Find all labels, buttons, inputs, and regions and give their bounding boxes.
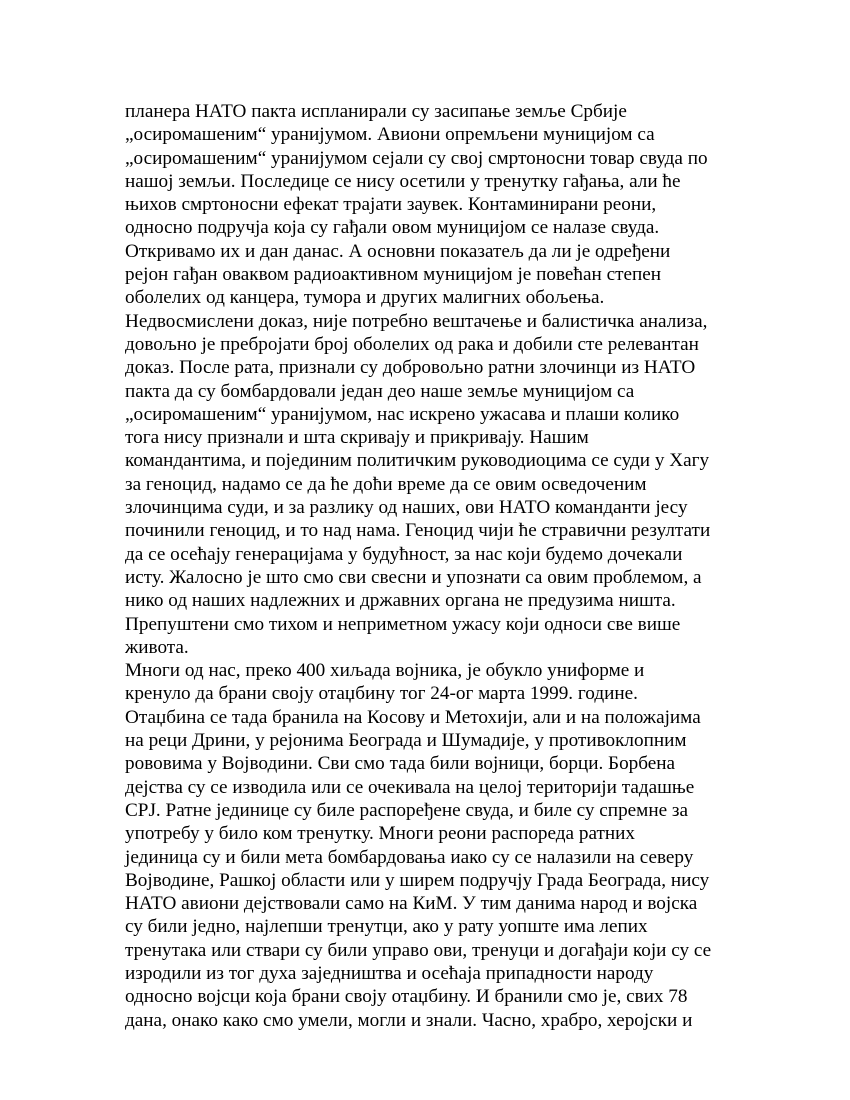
text-line: „осиромашеним“ уранијумом сејали су свој смртоносни товар свуда по xyxy=(125,147,708,169)
text-line: односно подручја која су гађали овом муницијом се налазе свуда. xyxy=(125,217,660,239)
text-line: Отаџбина се тада бранила на Косову и Метохији, али и на положајима xyxy=(125,706,701,728)
text-line: тога нису признали и шта скривају и прикривају. Нашим xyxy=(125,427,589,449)
text-line: Откривамо их и дан данас. А основни показатељ да ли је одређени xyxy=(125,240,671,262)
text-line: да се осећају генерацијама у будућност, за нас који будемо дочекали xyxy=(125,543,683,565)
text-line: Многи од нас, преко 400 хиљада војника, је обукло униформе и xyxy=(125,660,645,682)
text-line: „осиромашеним“ уранијумом, нас искрено ужасава и плаши колико xyxy=(125,403,680,425)
text-line: рејон гађан оваквом радиоактивном муницијом је повећан степен xyxy=(125,264,662,286)
text-line: командантима, и појединим политичким руководиоцима се суди у Хагу xyxy=(125,450,710,472)
text-line: „осиромашеним“ уранијумом. Авиони опремљени муницијом са xyxy=(125,124,655,146)
body-text xyxy=(125,100,745,1032)
text-line: јединица су и били мета бомбардовања иако су се налазили на северу xyxy=(125,846,694,868)
text-line: НАТО авиони дејствовали само на КиМ. У тим данима народ и војска xyxy=(125,893,698,915)
text-line: доказ. После рата, признали су добровољно ратни злочинци из НАТО xyxy=(125,357,696,379)
text-line: починили геноцид, и то над нама. Геноцид чији ће стравични резултати xyxy=(125,520,711,542)
text-line: пакта да су бомбардовали један део наше земље муницијом са xyxy=(125,380,635,402)
text-line: дејства су се изводила или се очекивала на целој територији тадашње xyxy=(125,776,695,798)
text-line: Недвосмислени доказ, није потребно вештачење и балистичка анализа, xyxy=(125,310,708,332)
text-line: злочинцима суди, и за разлику од наших, ови НАТО команданти јесу xyxy=(125,497,688,519)
text-line: кренуло да брани своју отаџбину тог 24-ог марта 1999. године. xyxy=(125,683,638,705)
text-line: рововима у Војводини. Сви смо тада били војници, борци. Борбена xyxy=(125,753,676,775)
text-line: изродили из тог духа заједништва и осећаја припадности народу xyxy=(125,962,654,984)
text-line: њихов смртоносни ефекат трајати заувек. Контаминирани реони, xyxy=(125,194,657,216)
text-line: Препуштени смо тихом и неприметном ужасу који односи све више xyxy=(125,613,681,635)
text-line: односно војсци која брани своју отаџбину. И бранили смо је, свих 78 xyxy=(125,986,688,1008)
text-line: Војводине, Рашкој области или у ширем подручју Града Београда, нису xyxy=(125,869,710,891)
text-line: за геноцид, надамо се да ће доћи време да се овим осведоченим xyxy=(125,473,647,495)
text-line: оболелих од канцера, тумора и других малигних обољења. xyxy=(125,287,605,309)
text-line: планера НАТО пакта испланирали су засипање земље Србије xyxy=(125,101,627,122)
text-line: дана, онако како смо умели, могли и знали. Часно, храбро, херојски и xyxy=(125,1009,693,1031)
text-line: довољно је пребројати број оболелих од рака и добили сте релевантан xyxy=(125,333,699,355)
text-line: живота. xyxy=(125,636,189,658)
text-line: су били једно, најлепши тренутци, ако у рату уопште има лепих xyxy=(125,916,648,938)
text-line: тренутака или ствари су били управо ови, тренуци и догађаји који су се xyxy=(125,939,712,961)
text-line: нико од наших надлежних и државних органа не предузима ништа. xyxy=(125,590,676,612)
text-line: употребу у било ком тренутку. Многи реони распореда ратних xyxy=(125,823,635,845)
text-line: СРЈ. Ратне јединице су биле распоређене свуда, и биле су спремне за xyxy=(125,799,688,821)
text-line: на реци Дрини, у рејонима Београда и Шумадије, у противоклопним xyxy=(125,730,687,752)
text-line: нашој земљи. Последице се нису осетили у тренутку гађања, али ће xyxy=(125,170,681,192)
text-line: исту. Жалосно је што смо сви свесни и упознати са овим проблемом, а xyxy=(125,566,702,588)
